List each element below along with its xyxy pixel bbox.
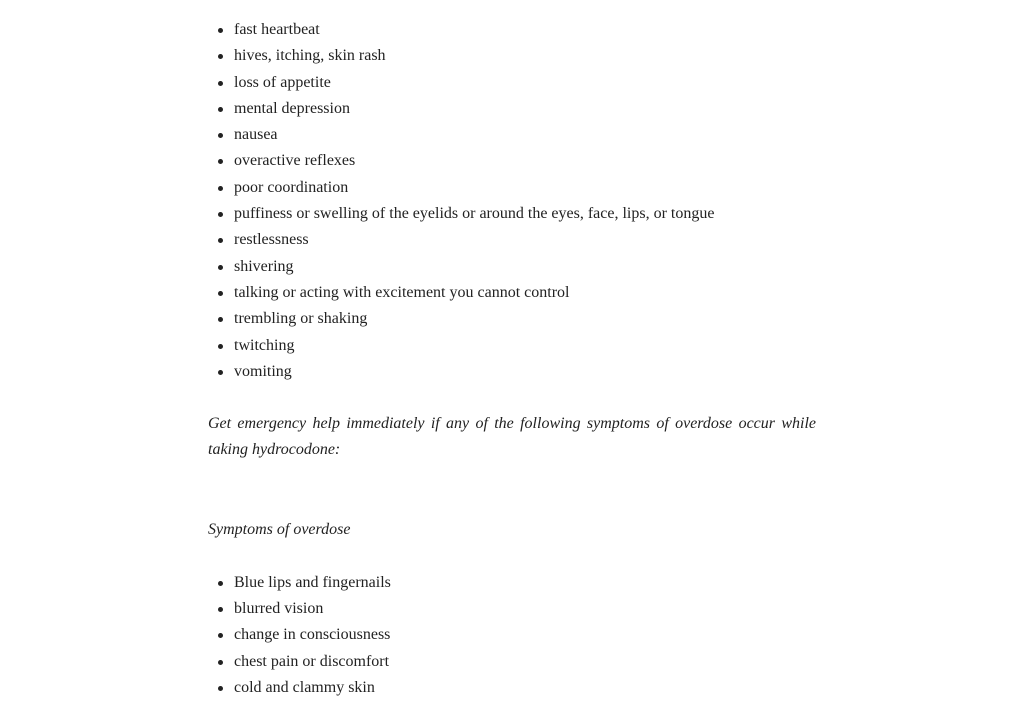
bullet-icon — [218, 107, 223, 112]
list-item: fast heartbeat — [208, 17, 816, 43]
list-item: cold and clammy skin — [208, 675, 816, 701]
bullet-icon — [218, 686, 223, 691]
bullet-icon — [218, 344, 223, 349]
emergency-paragraph: Get emergency help immediately if any of the following symptoms of overdose occur while taking hydrocodone: — [208, 415, 816, 459]
list-item: hives, itching, skin rash — [208, 43, 816, 69]
bullet-icon — [218, 607, 223, 612]
list-item: blurred vision — [208, 596, 816, 622]
bullet-icon — [218, 581, 223, 586]
list-item: poor coordination — [208, 175, 816, 201]
bullet-icon — [218, 291, 223, 296]
list-item: nausea — [208, 122, 816, 148]
bullet-icon — [218, 54, 223, 59]
bullet-icon — [218, 133, 223, 138]
list-item: change in consciousness — [208, 622, 816, 648]
overdose-heading: Symptoms of overdose — [208, 520, 351, 538]
list-item: twitching — [208, 333, 816, 359]
bullet-icon — [218, 317, 223, 322]
list-item: Blue lips and fingernails — [208, 570, 816, 596]
list-item: restlessness — [208, 227, 816, 253]
article-content — [208, 17, 816, 701]
bullet-icon — [218, 212, 223, 217]
list-item: vomiting — [208, 359, 816, 385]
bullet-icon — [218, 28, 223, 33]
list-item: chest pain or discomfort — [208, 649, 816, 675]
list-item: talking or acting with excitement you cannot control — [208, 280, 816, 306]
bullet-icon — [218, 633, 223, 638]
list-item: loss of appetite — [208, 70, 816, 96]
list-item: trembling or shaking — [208, 306, 816, 332]
bullet-icon — [218, 660, 223, 665]
list-item: shivering — [208, 254, 816, 280]
bullet-icon — [218, 238, 223, 243]
overdose-symptoms-list — [208, 570, 816, 701]
bullet-icon — [218, 186, 223, 191]
side-effects-list — [208, 17, 816, 385]
bullet-icon — [218, 159, 223, 164]
list-item: puffiness or swelling of the eyelids or around the eyes, face, lips, or tongue — [208, 201, 816, 227]
list-item: mental depression — [208, 96, 816, 122]
bullet-icon — [218, 370, 223, 375]
bullet-icon — [218, 265, 223, 270]
list-item: overactive reflexes — [208, 148, 816, 174]
bullet-icon — [218, 81, 223, 86]
